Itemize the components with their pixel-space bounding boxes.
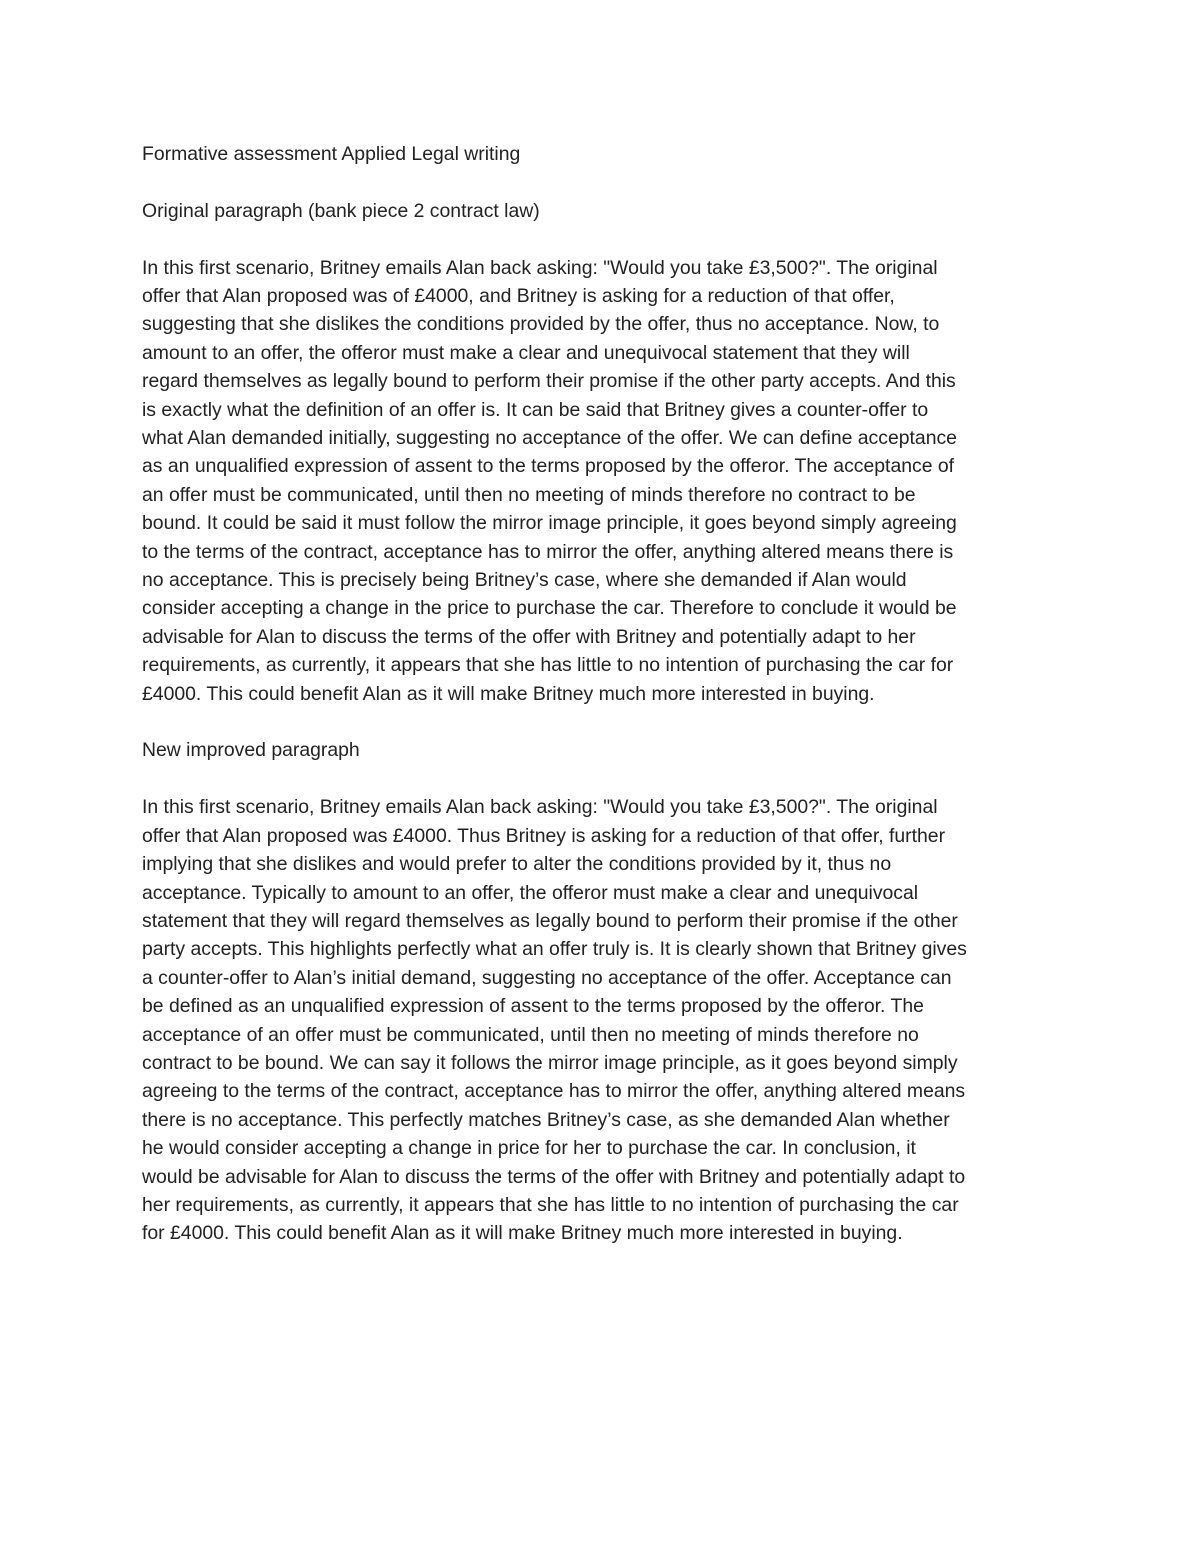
improved-paragraph-heading: New improved paragraph [142, 739, 360, 762]
paragraph-line: offer that Alan proposed was of £4000, and Britney is asking for a reduction of that offer, [142, 285, 895, 307]
paragraph-line: implying that she dislikes and would prefer to alter the conditions provided by it, thus no [142, 853, 892, 876]
paragraph-line: for £4000. This could benefit Alan as it will make Britney much more interested in buying. [142, 1222, 903, 1245]
paragraph-line: party accepts. This highlights perfectly what an offer truly is. It is clearly shown that Britney gives [142, 938, 967, 961]
paragraph-line: he would consider accepting a change in price for her to purchase the car. In conclusion, it [142, 1137, 916, 1160]
paragraph-line: regard themselves as legally bound to perform their promise if the other party accepts. And this [142, 370, 956, 393]
paragraph-line: no acceptance. This is precisely being Britney’s case, where she demanded if Alan would [142, 569, 907, 592]
paragraph-line: what Alan demanded initially, suggesting no acceptance of the offer. We can define acceptance [142, 427, 957, 450]
paragraph-line: bound. It could be said it must follow the mirror image principle, it goes beyond simply agreeing [142, 512, 957, 535]
document-content [142, 140, 1070, 1248]
paragraph-line: an offer must be communicated, until then no meeting of minds therefore no contract to be [142, 483, 916, 506]
spacer [142, 225, 1070, 253]
paragraph-line: advisable for Alan to discuss the terms of the offer with Britney and potentially adapt to her [142, 625, 916, 648]
paragraph-line: would be advisable for Alan to discuss the terms of the offer with Britney and potentially adapt to [142, 1165, 966, 1188]
paragraph-line: her requirements, as currently, it appears that she has little to no intention of purchasing the car [142, 1193, 959, 1216]
original-paragraph-heading: Original paragraph (bank piece 2 contract law) [142, 199, 540, 222]
spacer [142, 168, 1070, 196]
paragraph-line: to the terms of the contract, acceptance has to mirror the offer, anything altered means there is [142, 540, 954, 563]
paragraph-line: agreeing to the terms of the contract, acceptance has to mirror the offer, anything altered means [142, 1080, 966, 1103]
paragraph-line: is exactly what the definition of an offer is. It can be said that Britney gives a counter-offer to [142, 398, 929, 421]
paragraph-line: In this first scenario, Britney emails Alan back asking: "Would you take £3,500?". The original [142, 796, 938, 819]
paragraph-line: there is no acceptance. This perfectly matches Britney’s case, as she demanded Alan whether [142, 1108, 950, 1131]
paragraph-line: offer that Alan proposed was £4000. Thus Britney is asking for a reduction of that offer, further [142, 824, 946, 847]
paragraph-line: as an unqualified expression of assent to the terms proposed by the offeror. The acceptance of [142, 455, 955, 478]
paragraph-line: statement that they will regard themselves as legally bound to perform their promise if the other [142, 909, 958, 932]
improved-paragraph [142, 793, 1070, 1248]
paragraph-line: requirements, as currently, it appears that she has little to no intention of purchasing the car for [142, 654, 954, 677]
original-paragraph [142, 254, 1070, 709]
paragraph-line: £4000. This could benefit Alan as it will make Britney much more interested in buying. [142, 682, 875, 705]
document-title: Formative assessment Applied Legal writing [142, 143, 521, 165]
paragraph-line: a counter-offer to Alan’s initial demand, suggesting no acceptance of the offer. Acceptance can [142, 966, 952, 989]
paragraph-line: be defined as an unqualified expression of assent to the terms proposed by the offeror. The [142, 995, 924, 1018]
spacer [142, 765, 1070, 793]
paragraph-line: consider accepting a change in the price to purchase the car. Therefore to conclude it would be [142, 597, 957, 620]
paragraph-line: amount to an offer, the offeror must make a clear and unequivocal statement that they will [142, 341, 910, 364]
paragraph-line: acceptance. Typically to amount to an offer, the offeror must make a clear and unequivocal [142, 881, 919, 904]
paragraph-line: suggesting that she dislikes the conditions provided by the offer, thus no acceptance. Now, to [142, 313, 940, 336]
spacer [142, 708, 1070, 736]
paragraph-line: contract to be bound. We can say it follows the mirror image principle, as it goes beyond simply [142, 1051, 958, 1074]
paragraph-line: acceptance of an offer must be communicated, until then no meeting of minds therefore no [142, 1023, 919, 1046]
paragraph-line: In this first scenario, Britney emails Alan back asking: "Would you take £3,500?". The original [142, 256, 938, 279]
